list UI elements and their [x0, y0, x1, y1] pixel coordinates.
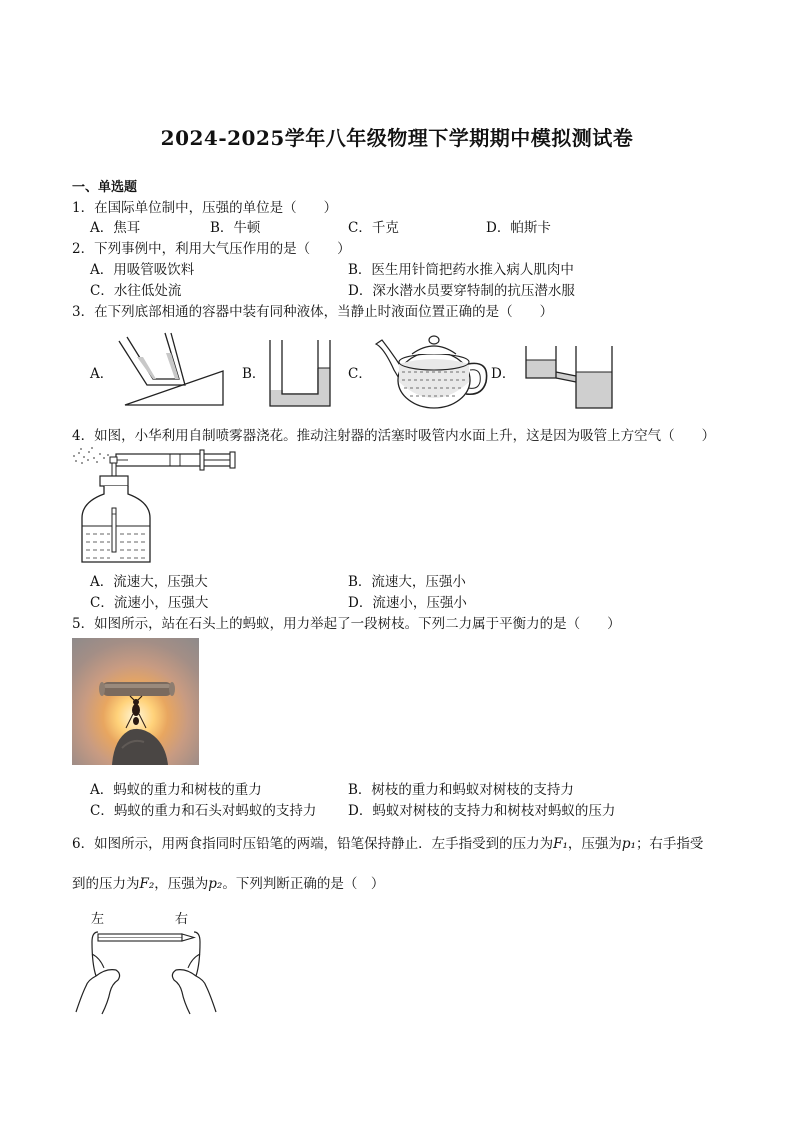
q2-option-c[interactable]: C．水往低处流: [90, 283, 182, 299]
q6-text-part: ；右手指受: [635, 836, 704, 852]
q3-figure-c-teapot: [372, 324, 490, 410]
question-6-stem-line-1: [72, 832, 703, 852]
question-6-stem-line-2: [72, 872, 384, 892]
q4-option-a[interactable]: A．流速大，压强大: [90, 574, 208, 590]
q3-figure-d-connected-vessels: [524, 346, 614, 410]
q3-figure-a-inclined-vessel: [115, 333, 225, 408]
section-heading: 一、单选题: [72, 180, 138, 195]
page-title: 2024-2025学年八年级物理下学期期中模拟测试卷: [160, 126, 634, 150]
q6-symbol-p2: p₂: [208, 876, 223, 892]
question-3-stem: 3．在下列底部相通的容器中装有同种液体，当静止时液面位置正确的是（ ）: [72, 304, 554, 320]
q3-option-a[interactable]: A．: [90, 366, 114, 382]
q6-figure-label-left: 左: [91, 912, 105, 927]
q2-option-d[interactable]: D．深水潜水员要穿特制的抗压潜水服: [348, 283, 575, 299]
q5-photo-ant-lifting-branch: [72, 638, 199, 765]
q4-option-b[interactable]: B．流速大，压强小: [348, 574, 466, 590]
q2-option-b[interactable]: B．医生用针筒把药水推入病人肌肉中: [348, 262, 574, 278]
question-4-stem: 4．如图，小华利用自制喷雾器浇花。推动注射器的活塞时吸管内水面上升，这是因为吸管上方空气（ ）: [72, 428, 716, 444]
question-5-stem: 5．如图所示，站在石头上的蚂蚁，用力举起了一段树枝。下列二力属于平衡力的是（ ）: [72, 616, 621, 632]
q6-symbol-f2: F₂: [139, 876, 155, 892]
q3-option-d[interactable]: D．: [491, 366, 516, 382]
q6-text-part: ，压强为: [154, 876, 209, 892]
question-1-stem: 1．在国际单位制中，压强的单位是（ ）: [72, 200, 338, 216]
q3-option-c[interactable]: C．: [348, 366, 372, 382]
q6-figure-label-right: 右: [175, 912, 189, 927]
q5-option-a[interactable]: A．蚂蚁的重力和树枝的重力: [90, 782, 262, 798]
q3-option-b[interactable]: B．: [242, 366, 266, 382]
q6-figure-hands-pencil: [70, 924, 220, 1020]
q2-option-a[interactable]: A．用吸管吸饮料: [90, 262, 195, 278]
q4-option-c[interactable]: C．流速小，压强大: [90, 595, 209, 611]
q4-option-d[interactable]: D．流速小，压强小: [348, 595, 467, 611]
q6-text-part: ，压强为: [567, 836, 622, 852]
q1-option-b[interactable]: B．牛顿: [210, 220, 261, 236]
q1-option-c[interactable]: C．千克: [348, 220, 399, 236]
q5-option-c[interactable]: C．蚂蚁的重力和石头对蚂蚁的支持力: [90, 803, 317, 819]
q5-option-b[interactable]: B．树枝的重力和蚂蚁对树枝的支持力: [348, 782, 574, 798]
q6-text-part: 6．如图所示，用两食指同时压铅笔的两端，铅笔保持静止．左手指受到的压力为: [72, 836, 554, 852]
q6-symbol-p1: p₁: [621, 836, 636, 852]
q1-option-d[interactable]: D．帕斯卡: [486, 220, 551, 236]
q6-text-part: 到的压力为: [72, 876, 140, 892]
q3-figure-b-u-tube: [268, 338, 336, 410]
question-2-stem: 2．下列事例中，利用大气压作用的是（ ）: [72, 241, 351, 257]
q6-symbol-f1: F₁: [553, 836, 568, 852]
q6-text-part: 。下列判断正确的是（ ）: [222, 876, 385, 892]
q4-figure-sprayer: [70, 446, 242, 564]
q1-option-a[interactable]: A．焦耳: [90, 220, 141, 236]
q5-option-d[interactable]: D．蚂蚁对树枝的支持力和树枝对蚂蚁的压力: [348, 803, 616, 819]
